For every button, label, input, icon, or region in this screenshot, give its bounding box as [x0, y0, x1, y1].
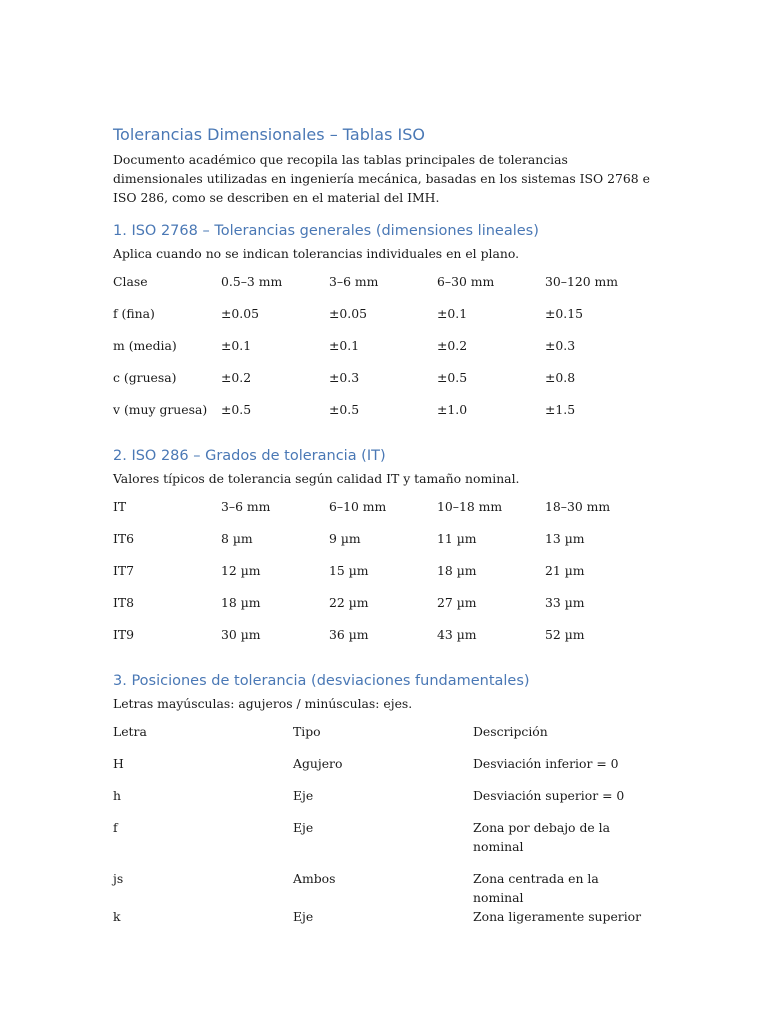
table-row: [113, 593, 653, 625]
table-cell: H: [113, 756, 124, 771]
section-heading-posiciones: 3. Posiciones de tolerancia (desviaciones fundamentales): [113, 673, 530, 689]
table-iso286: [113, 497, 653, 657]
table-row: [113, 368, 653, 400]
table-header-cell: 6–10 mm: [329, 499, 387, 514]
table-row: [113, 786, 653, 818]
table-cell: IT6: [113, 531, 135, 546]
table-header-row: [113, 497, 653, 529]
table-cell: ±0.2: [437, 338, 468, 353]
table-cell: Ambos: [293, 871, 336, 886]
table-cell: 52 µm: [545, 627, 585, 642]
table-cell: 30 µm: [221, 627, 261, 642]
table-cell: 33 µm: [545, 595, 585, 610]
table-row: [113, 336, 653, 368]
table-row: [113, 561, 653, 593]
table-cell: 18 µm: [221, 595, 261, 610]
table-cell: ±0.1: [437, 306, 468, 321]
table-header-cell: 0.5–3 mm: [221, 274, 283, 289]
table-cell: IT9: [113, 627, 135, 642]
table-header-cell: 3–6 mm: [221, 499, 271, 514]
document-title: Tolerancias Dimensionales – Tablas ISO: [113, 125, 425, 144]
table-row: [113, 869, 653, 907]
intro-paragraph: Documento académico que recopila las tablas principales de tolerancias dimensionales utilizadas en ingeniería mecánica, basadas en los sistemas ISO 2768 e ISO 286, como se describen en el material del IMH.: [113, 152, 650, 205]
table-cell: IT7: [113, 563, 135, 578]
table-cell: f: [113, 820, 118, 835]
section-subtitle-iso286: Valores típicos de tolerancia según calidad IT y tamaño nominal.: [113, 471, 520, 486]
table-header-cell: Clase: [113, 274, 148, 289]
table-row: [113, 400, 653, 432]
table-cell: ±0.15: [545, 306, 583, 321]
table-cell: ±0.1: [221, 338, 252, 353]
table-cell: js: [113, 871, 124, 886]
table-cell: 36 µm: [329, 627, 369, 642]
table-cell: ±0.5: [221, 402, 252, 417]
table-row: [113, 304, 653, 336]
table-cell: 27 µm: [437, 595, 477, 610]
table-cell: ±1.0: [437, 402, 468, 417]
table-cell: ±0.05: [221, 306, 259, 321]
table-cell: 21 µm: [545, 563, 585, 578]
table-cell: 43 µm: [437, 627, 477, 642]
table-cell: Desviación inferior = 0: [473, 756, 619, 771]
table-header-row: [113, 272, 653, 304]
table-posiciones: [113, 722, 653, 939]
table-iso2768: [113, 272, 653, 432]
table-cell: 13 µm: [545, 531, 585, 546]
table-cell: ±0.5: [437, 370, 468, 385]
table-cell: ±0.05: [329, 306, 367, 321]
table-cell: Eje: [293, 820, 314, 835]
table-cell: ±1.5: [545, 402, 576, 417]
table-header-cell: 18–30 mm: [545, 499, 611, 514]
section-subtitle-posiciones: Letras mayúsculas: agujeros / minúsculas: ejes.: [113, 696, 413, 711]
table-cell: f (fina): [113, 306, 155, 321]
table-row: [113, 818, 653, 869]
table-cell: IT8: [113, 595, 135, 610]
table-row: [113, 754, 653, 786]
table-cell: Zona centrada en la nominal: [473, 871, 599, 905]
table-cell: ±0.3: [329, 370, 360, 385]
section-heading-iso286: 2. ISO 286 – Grados de tolerancia (IT): [113, 448, 386, 464]
table-cell: m (media): [113, 338, 177, 353]
table-cell: 15 µm: [329, 563, 369, 578]
table-cell: ±0.1: [329, 338, 360, 353]
table-header-cell: 6–30 mm: [437, 274, 495, 289]
table-row: [113, 529, 653, 561]
table-row: [113, 907, 653, 939]
table-header-cell: Descripción: [473, 724, 548, 739]
table-cell: c (gruesa): [113, 370, 177, 385]
table-cell: 8 µm: [221, 531, 253, 546]
table-header-cell: 30–120 mm: [545, 274, 619, 289]
table-cell: ±0.8: [545, 370, 576, 385]
table-header-cell: Tipo: [293, 724, 321, 739]
table-cell: Eje: [293, 788, 314, 803]
document-content: [113, 124, 653, 939]
table-cell: 9 µm: [329, 531, 361, 546]
table-cell: Zona ligeramente superior: [473, 909, 642, 924]
table-cell: v (muy gruesa): [113, 402, 208, 417]
table-cell: 11 µm: [437, 531, 477, 546]
table-cell: 18 µm: [437, 563, 477, 578]
table-cell: ±0.2: [221, 370, 252, 385]
table-header-cell: 10–18 mm: [437, 499, 503, 514]
table-header-row: [113, 722, 653, 754]
table-cell: 12 µm: [221, 563, 261, 578]
section-subtitle-iso2768: Aplica cuando no se indican tolerancias individuales en el plano.: [113, 246, 520, 261]
table-cell: k: [113, 909, 121, 924]
table-cell: Agujero: [293, 756, 343, 771]
section-heading-iso2768: 1. ISO 2768 – Tolerancias generales (dimensiones lineales): [113, 223, 539, 239]
table-header-cell: IT: [113, 499, 127, 514]
table-cell: Zona por debajo de la nominal: [473, 820, 611, 854]
table-header-cell: 3–6 mm: [329, 274, 379, 289]
table-cell: Eje: [293, 909, 314, 924]
table-cell: 22 µm: [329, 595, 369, 610]
table-cell: ±0.3: [545, 338, 576, 353]
table-row: [113, 625, 653, 657]
table-header-cell: Letra: [113, 724, 147, 739]
table-cell: Desviación superior = 0: [473, 788, 625, 803]
table-cell: ±0.5: [329, 402, 360, 417]
table-cell: h: [113, 788, 121, 803]
